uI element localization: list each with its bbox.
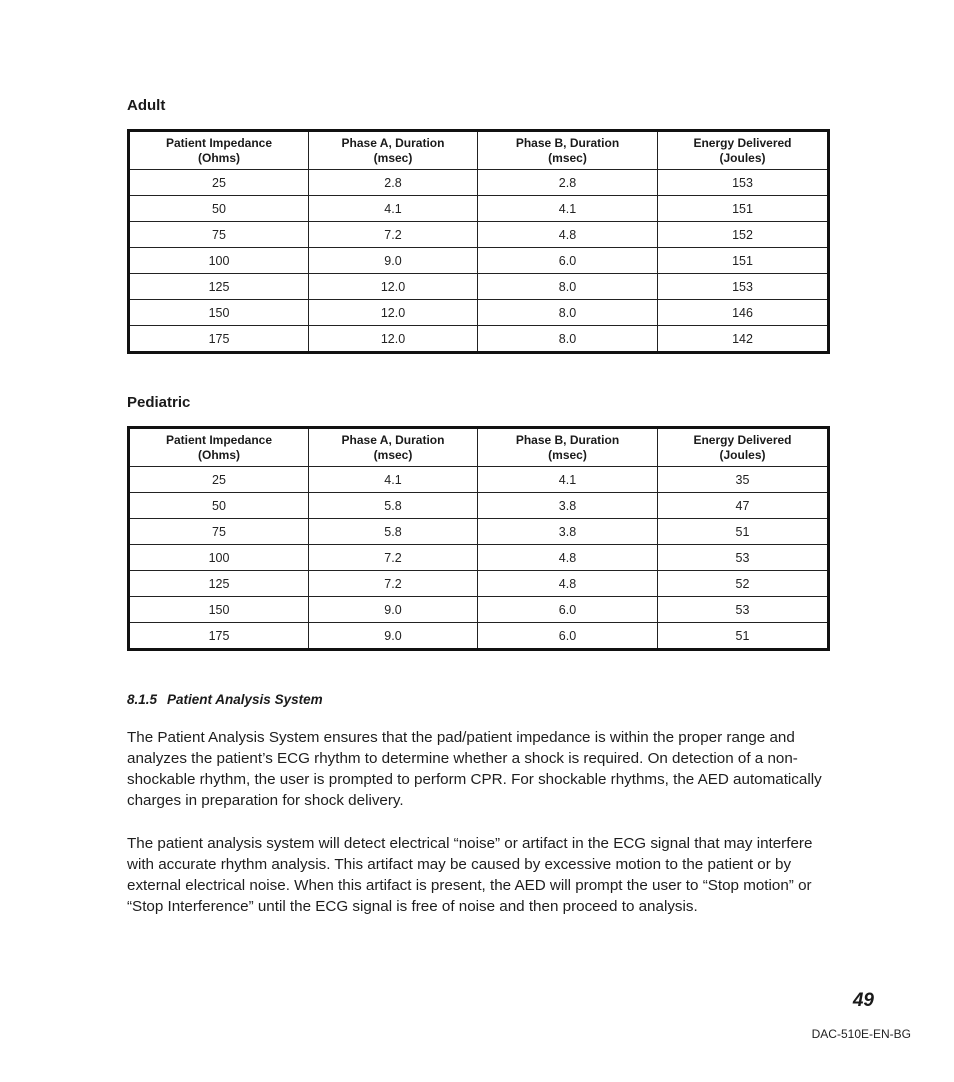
table-row: 50 4.1 4.1 151 <box>129 196 829 222</box>
paragraph-analysis-intro: The Patient Analysis System ensures that the pad/patient impedance is within the proper range and analyzes the patient’s ECG rhythm to determine whether a shock is required. On detection of a non-shockable rhythm, the user is prompted to perform CPR. For shockable rhythms, the AED automatically charges in preparation for shock delivery. <box>127 729 822 809</box>
table-row: 125 12.0 8.0 153 <box>129 274 829 300</box>
pediatric-header-energy: Energy Delivered (Joules) <box>658 428 829 467</box>
adult-header-phase-b: Phase B, Duration (msec) <box>478 131 658 170</box>
table-row: 75 7.2 4.8 152 <box>129 222 829 248</box>
table-row: 50 5.8 3.8 47 <box>129 493 829 519</box>
subsection-number: 8.1.5 <box>127 692 158 707</box>
page-number: 49 <box>852 990 874 1011</box>
pediatric-table-header-row <box>129 428 829 467</box>
table-row: 100 9.0 6.0 151 <box>129 248 829 274</box>
adult-header-phase-a: Phase A, Duration (msec) <box>309 131 478 170</box>
table-row: 25 4.1 4.1 35 <box>129 467 829 493</box>
paragraph-noise-detection: The patient analysis system will detect electrical “noise” or artifact in the ECG signal that may interfere with accurate rhythm analysis. This artifact may be caused by excessive motion to the patient or by external electrical noise. When this artifact is present, the AED will prompt the user to “Stop motion” or “Stop Interference” until the ECG signal is free of noise and then proceed to analysis. <box>127 835 813 915</box>
pediatric-header-impedance: Patient Impedance (Ohms) <box>129 428 309 467</box>
subsection-title-text: Patient Analysis System <box>167 692 323 707</box>
table-row: 150 9.0 6.0 53 <box>129 597 829 623</box>
table-row: 25 2.8 2.8 153 <box>129 170 829 196</box>
table-row: 100 7.2 4.8 53 <box>129 545 829 571</box>
pediatric-heading: Pediatric <box>127 394 191 411</box>
pediatric-header-phase-b: Phase B, Duration (msec) <box>478 428 658 467</box>
adult-header-energy: Energy Delivered (Joules) <box>658 131 829 170</box>
adult-header-impedance: Patient Impedance (Ohms) <box>129 131 309 170</box>
table-row: 175 9.0 6.0 51 <box>129 623 829 650</box>
adult-table-header-row <box>129 131 829 170</box>
document-code: DAC-510E-EN-BG <box>811 1027 911 1041</box>
pediatric-header-phase-a: Phase A, Duration (msec) <box>309 428 478 467</box>
table-row: 150 12.0 8.0 146 <box>129 300 829 326</box>
table-row: 75 5.8 3.8 51 <box>129 519 829 545</box>
adult-heading: Adult <box>127 97 166 114</box>
table-row: 175 12.0 8.0 142 <box>129 326 829 353</box>
subsection-title <box>127 692 323 707</box>
pediatric-table <box>127 426 830 651</box>
table-row: 125 7.2 4.8 52 <box>129 571 829 597</box>
adult-table <box>127 129 830 354</box>
